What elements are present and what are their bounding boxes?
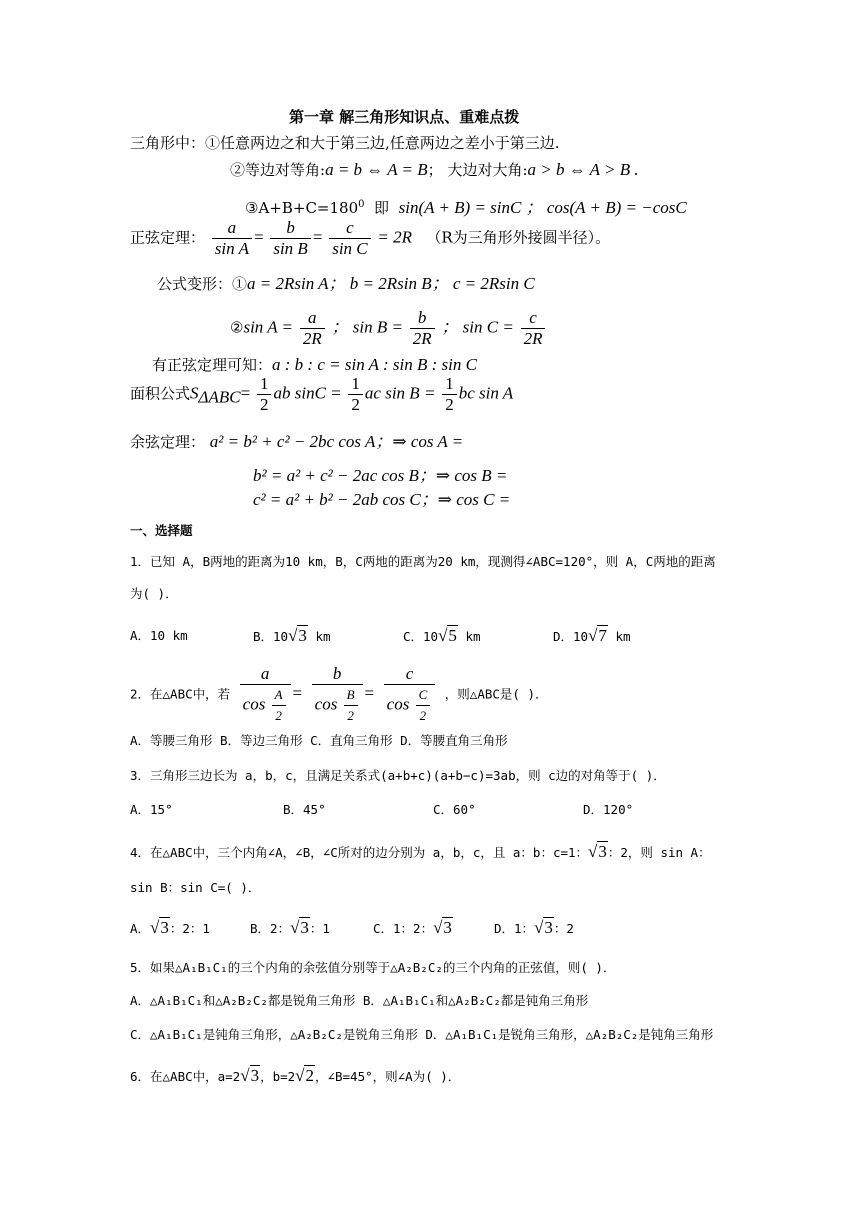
question-3: 3．三角形三边长为 a，b，c，且满足关系式(a+b+c)(a+b−c)=3ab，则 c边的对角等于( )． (130, 768, 666, 783)
question-2-options: A．等腰三角形 B．等边三角形 C．直角三角形 D．等腰直角三角形 (130, 733, 508, 748)
formula-variant-2: ②sin A = $\frac{a}{2R}$ ； sin B = $\frac{b}{2R}$ ； sin C = $\frac{c}{2R}$ (230, 308, 547, 349)
fraction: $\frac{a}{\text{sin A}}$ (212, 218, 252, 259)
page-title: 第一章 解三角形知识点、重难点拨 (289, 108, 520, 126)
fraction: $\frac{c}{2R}$ (521, 308, 546, 349)
question-6: 6．在△ABC中，a=2√3，b=2√2，∠B=45°，则∠A为( )． (130, 1066, 461, 1085)
fraction: c cos $\frac{C}{2}$ (384, 664, 436, 726)
fraction: b cos $\frac{B}{2}$ (312, 664, 363, 726)
question-1-cont: 为( )． (130, 586, 178, 601)
question-3-option-c: C．60° (433, 802, 476, 817)
fraction: a cos $\frac{A}{2}$ (240, 664, 291, 726)
question-4-option-d: D．1：√3：2 (494, 918, 574, 937)
cosine-law-1: 余弦定理： a² = b² + c² − 2bc cos A；⇒ cos A = (130, 432, 464, 451)
question-4-option-c: C．1：2：√3 (373, 918, 452, 937)
question-3-option-d: D．120° (583, 802, 634, 817)
question-4-cont: sin B：sin C=( )． (130, 880, 261, 895)
question-1-option-c: C．10√5 km (403, 626, 481, 645)
sine-ratio: 有正弦定理可知：a : b : c = sin A : sin B : sin C (152, 355, 477, 374)
question-5-options-cd: C．△A₁B₁C₁是钝角三角形，△A₂B₂C₂是锐角三角形 D．△A₁B₁C₁是锐角三角形，△A₂B₂C₂是钝角三角形 (130, 1027, 714, 1042)
fraction: $\frac{b}{2R}$ (410, 308, 435, 349)
sine-law: 正弦定理： $\frac{a}{\text{sin A}}$ = $\frac{b}{\text{sin B}}$ = $\frac{c}{\text{sin C}}$ = 2R （R为三角形外接圆半径）。 (130, 218, 611, 258)
fraction: $\frac{b}{\text{sin B}}$ (270, 218, 310, 259)
area-formula: 面积公式$S_{\Delta ABC}=$ $\frac{1}{2}$ ab sinC = $\frac{1}{2}$ ac sin B = $\frac{1}{2}$ bc sin A (130, 374, 514, 414)
question-3-option-a: A．15° (130, 802, 173, 817)
question-3-option-b: B．45° (283, 802, 326, 817)
section-heading: 一、选择题 (130, 523, 193, 538)
question-5-options-ab: A．△A₁B₁C₁和△A₂B₂C₂都是锐角三角形 B．△A₁B₁C₁和△A₂B₂C₂都是钝角三角形 (130, 993, 589, 1008)
fraction: $\frac{1}{2}$ (348, 374, 363, 415)
question-1-option-a: A．10 km (130, 628, 188, 643)
question-1: 1．已知 A，B两地的距离为10 km，B，C两地的距离为20 km，现测得∠ABC=120°，则 A，C两地的距离 (130, 554, 716, 569)
fraction: $\frac{1}{2}$ (257, 374, 272, 415)
triangle-note-1: 三角形中：①任意两边之和大于第三边,任意两边之差小于第三边. (130, 134, 560, 152)
triangle-note-3: $③A+B+C=180^0$ 即 sin(A + B) = sinC ； cos(A + B) = −cosC (245, 198, 687, 217)
question-2: 2．在△ABC中，若 a cos $\frac{A}{2}$ = b cos $\frac{B}{2}$ = c cos $\frac{C}{2}$ ，则△ABC是( )． (130, 664, 547, 726)
fraction: $\frac{a}{2R}$ (300, 308, 325, 349)
question-1-option-b: B．10√3 km (253, 626, 331, 645)
question-1-option-d: D．10√7 km (553, 626, 631, 645)
triangle-note-2: ②等边对等角:a = b ⇔ A = B； 大边对大角:a > b ⇔ A > B . (230, 160, 639, 179)
question-4: 4．在△ABC中，三个内角∠A，∠B，∠C所对的边分别为 a，b，c，且 a：b：c=1：√3：2，则 sin A： (130, 842, 711, 861)
question-5: 5．如果△A₁B₁C₁的三个内角的余弦值分别等于△A₂B₂C₂的三个内角的正弦值，则( )． (130, 960, 616, 975)
question-4-option-a: A．√3：2：1 (130, 918, 210, 937)
formula-variant-1: 公式变形：①a = 2Rsin A； b = 2Rsin B； c = 2Rsin C (157, 274, 535, 293)
question-4-option-b: B．2：√3：1 (250, 918, 330, 937)
fraction: $\frac{c}{\text{sin C}}$ (329, 218, 370, 259)
cosine-law-2: b² = a² + c² − 2ac cos B；⇒ cos B = (253, 466, 508, 485)
fraction: $\frac{1}{2}$ (442, 374, 457, 415)
cosine-law-3: c² = a² + b² − 2ab cos C；⇒ cos C = (253, 490, 511, 509)
